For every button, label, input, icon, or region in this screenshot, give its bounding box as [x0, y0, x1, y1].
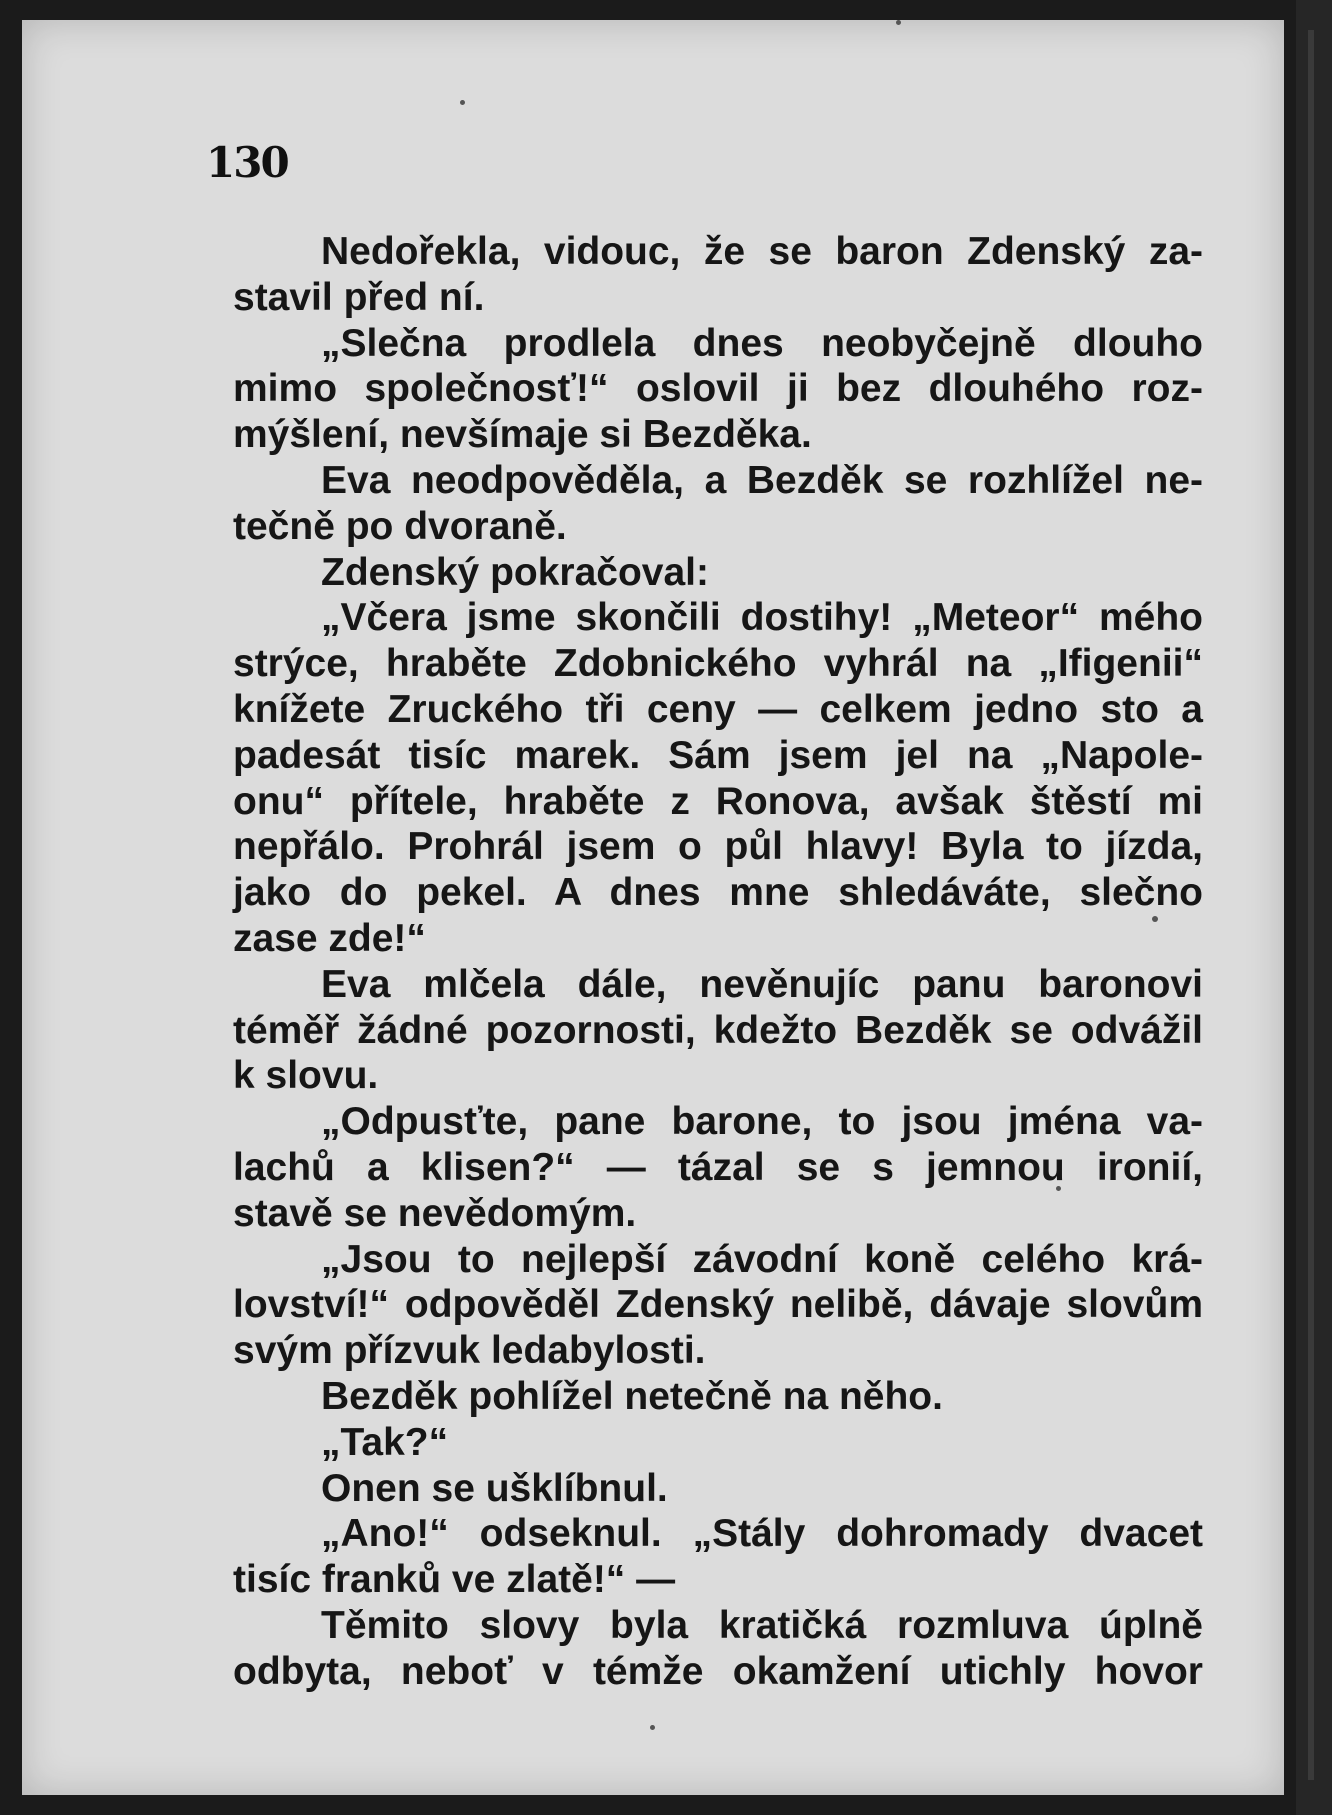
body-text — [233, 229, 1203, 1695]
text-line: tečně po dvoraně. — [233, 504, 567, 548]
text-line: téměř žádné pozornosti, kdežto Bezděk se odvážil — [233, 1008, 1203, 1052]
dust-speck — [896, 20, 901, 25]
text-line: „Slečna prodlela dnes neobyčejně dlouho — [321, 321, 1203, 365]
text-line: k slovu. — [233, 1054, 379, 1098]
text-line: svým přízvuk ledabylosti. — [233, 1329, 706, 1373]
text-line: „Tak?“ — [321, 1420, 449, 1464]
text-line: mimo společnosť!“ oslovil ji bez dlouhého roz- — [233, 367, 1203, 411]
text-line: knížete Zruckého tři ceny — celkem jedno sto a — [233, 687, 1203, 731]
text-line: strýce, hraběte Zdobnického vyhrál na „Ifigenii“ — [233, 642, 1203, 686]
dust-speck — [460, 100, 465, 105]
text-line: onu“ přítele, hraběte z Ronova, avšak štěstí mi — [233, 779, 1203, 823]
text-line: jako do pekel. A dnes mne shledáváte, slečno — [233, 871, 1203, 915]
text-line: zase zde!“ — [233, 916, 426, 960]
text-line: Onen se ušklíbnul. — [321, 1466, 668, 1510]
dust-speck — [650, 1725, 655, 1730]
text-line: Těmito slovy byla kratičká rozmluva úplně — [321, 1603, 1203, 1647]
text-line: lovství!“ odpověděl Zdenský nelibě, dávaje slovům — [233, 1283, 1203, 1327]
text-line: padesát tisíc marek. Sám jsem jel na „Napole- — [233, 733, 1203, 777]
text-line: „Včera jsme skončili dostihy! „Meteor“ mého — [321, 596, 1203, 640]
text-line: Zdenský pokračoval: — [321, 550, 709, 594]
text-line: Bezděk pohlížel netečně na něho. — [321, 1374, 943, 1418]
text-line: „Ano!“ odseknul. „Stály dohromady dvacet — [321, 1512, 1203, 1556]
text-line: odbyta, neboť v témže okamžení utichly hovor — [233, 1649, 1203, 1693]
text-line: mýšlení, nevšímaje si Bezděka. — [233, 413, 812, 457]
text-line: „Odpusťte, pane barone, to jsou jména va- — [321, 1100, 1203, 1144]
text-line: Nedořekla, vidouc, že se baron Zdenský za- — [321, 230, 1203, 273]
text-line: „Jsou to nejlepší závodní koně celého krá- — [321, 1237, 1203, 1281]
text-line: lachů a klisen?“ — tázal se s jemnou ironií, — [233, 1145, 1203, 1189]
edge-line — [1308, 30, 1314, 1780]
text-line: Eva mlčela dále, nevěnujíc panu baronovi — [321, 962, 1203, 1006]
page-number: 130 — [206, 138, 288, 187]
page-edge — [1296, 0, 1332, 1815]
text-line: tisíc franků ve zlatě!“ — — [233, 1558, 676, 1602]
text-line: stavil před ní. — [233, 275, 485, 319]
text-line: nepřálo. Prohrál jsem o půl hlavy! Byla to jízda, — [233, 825, 1203, 869]
text-line: Eva neodpověděla, a Bezděk se rozhlížel ne- — [321, 458, 1203, 502]
text-line: stavě se nevědomým. — [233, 1191, 637, 1235]
